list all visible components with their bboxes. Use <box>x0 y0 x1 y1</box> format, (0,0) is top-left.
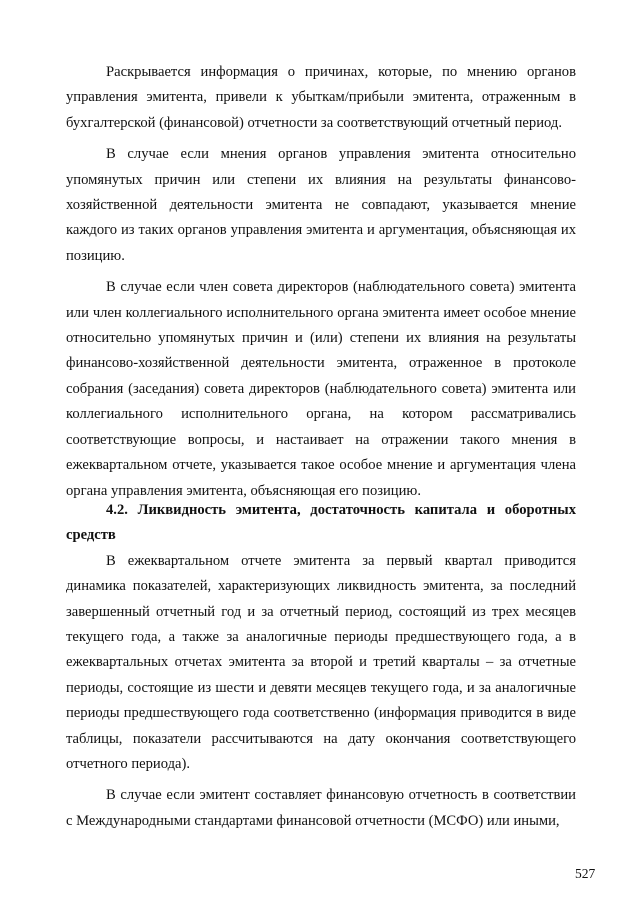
body-text-top <box>66 60 576 504</box>
section-liquidity <box>66 498 576 834</box>
paragraph-differing-opinions: В случае если мнения органов управления эмитента относительно упомянутых причин или степени их влияния на результаты финансово-хозяйственной деятельности эмитента не совпадают, указывается мнение каждого из таких органов управления эмитента и аргументация, объясняющая их позицию. <box>66 146 576 264</box>
paragraph-special-opinion: В случае если член совета директоров (наблюдательного совета) эмитента или член коллегиального исполнительного органа эмитента имеет особое мнение относительно упомянутых причин и (или) степени их влияния на результаты финансово-хозяйственной деятельности эмитента, отраженное в протоколе собрания (заседания) совета директоров (наблюдательного совета) эмитента или коллегиального исполнительного органа, на котором рассматривались соответствующие вопросы, и настаивает на отражении такого мнения в ежеквартальном отчете, указывается такое особое мнение и аргументация члена органа управления эмитента, объясняющая его позицию. <box>66 279 576 499</box>
paragraph-liquidity-dynamics: В ежеквартальном отчете эмитента за первый квартал приводится динамика показателей, характеризующих ликвидность эмитента, за последний завершенный отчетный год и за отчетный период, состоящий из трех месяцев текущего года, а также за аналогичные периоды предшествующего года, а в ежеквартальных отчетах эмитента за второй и третий кварталы – за отчетные периоды, состоящие из шести и девяти месяцев текущего года, и за аналогичные периоды предшествующего года соответственно (информация приводится в виде таблицы, показатели рассчитываются на дату окончания соответствующего отчетного периода). <box>66 552 576 773</box>
paragraph-reasons-disclosure: Раскрывается информация о причинах, которые, по мнению органов управления эмитента, привели к убыткам/прибыли эмитента, отраженным в бухгалтерской (финансовой) отчетности за соответствующий отчетный период. <box>66 64 576 131</box>
section-heading: 4.2. Ликвидность эмитента, достаточность капитала и оборотных средств <box>66 502 576 544</box>
page-number: 527 <box>575 866 596 881</box>
paragraph-ifrs: В случае если эмитент составляет финансовую отчетность в соответствии с Международными стандартами финансовой отчетности (МСФО) или иными, <box>66 787 576 829</box>
